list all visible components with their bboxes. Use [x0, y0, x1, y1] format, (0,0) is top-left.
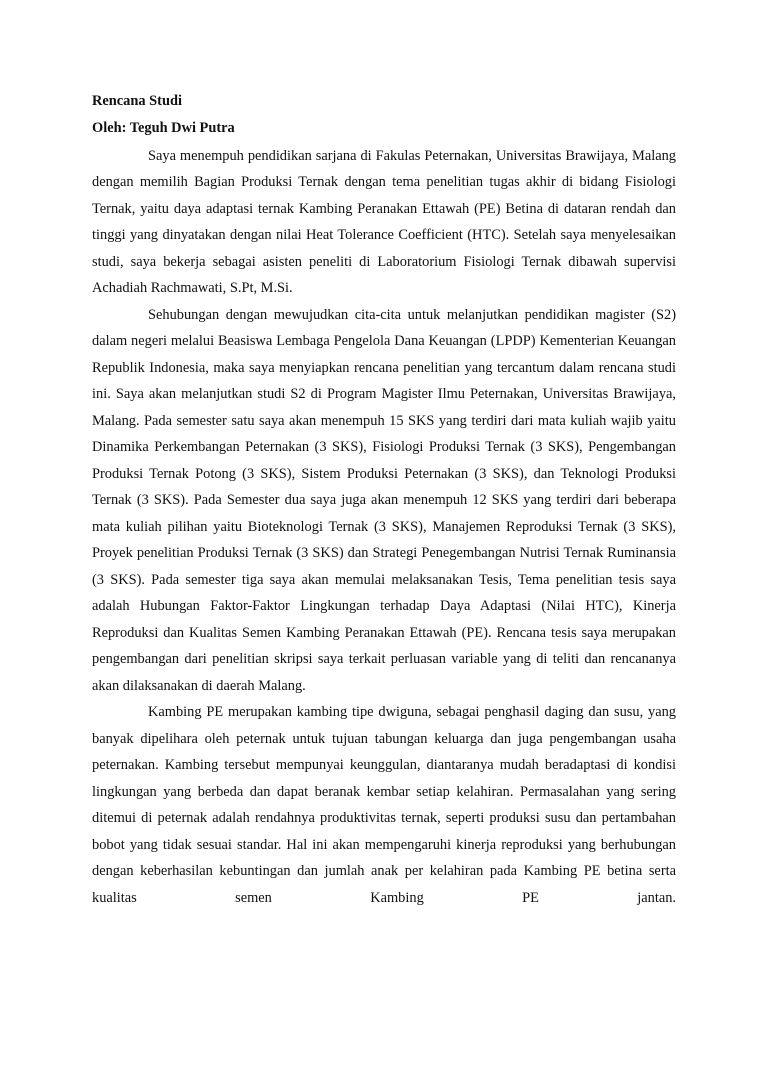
author-line: Oleh: Teguh Dwi Putra — [92, 120, 235, 136]
paragraph-1: Saya menempuh pendidikan sarjana di Fakulas Peternakan, Universitas Brawijaya, Malang dengan memilih Bagian Produksi Ternak dengan tema penelitian tugas akhir di bidang Fisiologi Ternak, yaitu daya adaptasi ternak Kambing Peranakan Ettawah (PE) Betina di dataran rendah dan tinggi yang dinyatakan dengan nilai Heat Tolerance Coefficient (HTC). Setelah saya menyelesaikan studi, saya bekerja sebagai asisten peneliti di Laboratorium Fisiologi Ternak dibawah supervisi Achadiah Rachmawati, S.Pt, M.Si. — [92, 147, 676, 296]
paragraph-2: Sehubungan dengan mewujudkan cita-cita untuk melanjutkan pendidikan magister (S2) dalam negeri melalui Beasiswa Lembaga Pengelola Dana Keuangan (LPDP) Kementerian Keuangan Republik Indonesia, maka saya menyiapkan rencana penelitian yang tercantum dalam rencana studi ini. Saya akan melanjutkan studi S2 di Program Magister Ilmu Peternakan, Universitas Brawijaya, Malang. Pada semester satu saya akan menempuh 15 SKS yang terdiri dari mata kuliah wajib yaitu Dinamika Perkembangan Peternakan (3 SKS), Fisiologi Produksi Ternak (3 SKS), Pengembangan Produksi Ternak Potong (3 SKS), Sistem Produksi Peternakan (3 SKS), dan Teknologi Produksi Ternak (3 SKS). Pada Semester dua saya juga akan menempuh 12 SKS yang terdiri dari beberapa mata kuliah pilihan yaitu Bioteknologi Ternak (3 SKS), Manajemen Reproduksi Ternak (3 SKS), Proyek penelitian Produksi Ternak (3 SKS) dan Strategi Penegembangan Nutrisi Ternak Ruminansia (3 SKS). Pada semester tiga saya akan memulai melaksanakan Tesis, Tema penelitian tesis saya adalah Hubungan Faktor-Faktor Lingkungan terhadap Daya Adaptasi (Nilai HTC), Kinerja Reproduksi dan Kualitas Semen Kambing Peranakan Ettawah (PE). Rencana tesis saya merupakan pengembangan dari penelitian skripsi saya terkait perluasan variable yang di teliti dan rencananya akan dilaksanakan di daerah Malang. — [92, 306, 676, 694]
document-page — [92, 88, 676, 911]
document-title: Rencana Studi — [92, 93, 182, 109]
paragraph-3: Kambing PE merupakan kambing tipe dwiguna, sebagai penghasil daging dan susu, yang banyak dipelihara oleh peternak untuk tujuan tabungan keluarga dan juga pengembangan usaha peternakan. Kambing tersebut mempunyai keunggulan, diantaranya mudah beradaptasi di kondisi lingkungan yang berbeda dan dapat beranak kembar setiap kelahiran. Permasalahan yang sering ditemui di peternak adalah rendahnya produktivitas ternak, seperti produksi susu dan pertambahan bobot yang tidak sesuai standar. Hal ini akan mempengaruhi kinerja reproduksi yang berhubungan dengan keberhasilan kebuntingan dan jumlah anak per kelahiran pada Kambing PE betina serta kualitas semen Kambing PE jantan. — [92, 704, 676, 906]
